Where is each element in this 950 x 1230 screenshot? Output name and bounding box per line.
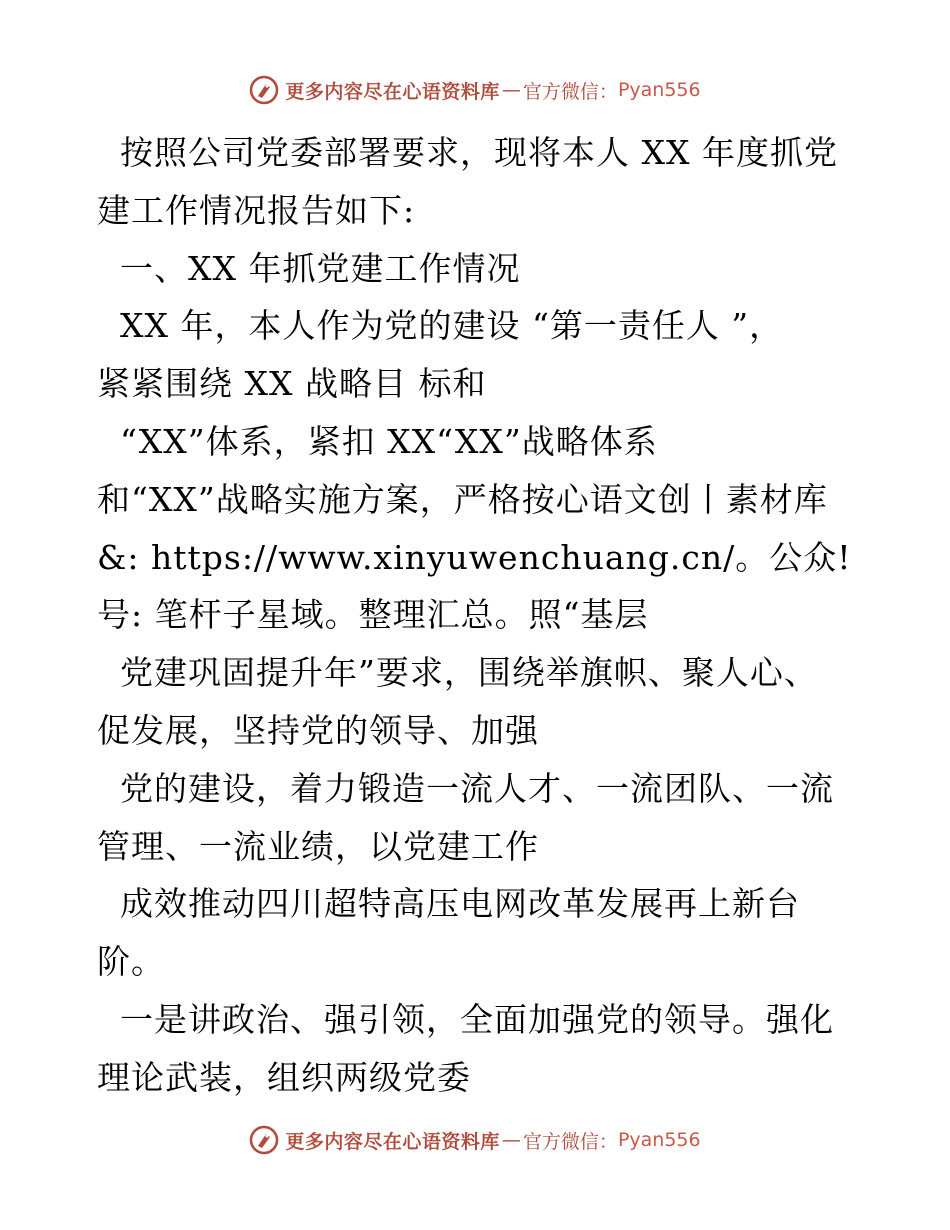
body-line: 号: 笔杆子星域。整理汇总。照“基层 bbox=[97, 595, 649, 635]
body-line: 和“XX”战略实施方案，严格按心语文创丨素材库 bbox=[97, 479, 828, 519]
watermark-dash: — bbox=[501, 79, 521, 101]
watermark-main-text: 更多内容尽在心语资料库 bbox=[285, 1130, 500, 1153]
body-line: &: https://www.xinyuwenchuang.cn/。公众! bbox=[97, 537, 852, 577]
watermark-label: 官方微信： bbox=[522, 80, 618, 103]
body-line: 阶。 bbox=[97, 942, 165, 982]
header-watermark bbox=[0, 70, 950, 110]
body-line: 促发展，坚持党的领导、加强 bbox=[97, 710, 539, 750]
watermark-dash: — bbox=[501, 1129, 521, 1151]
document-body bbox=[97, 124, 867, 1107]
pen-nib-logo-icon bbox=[249, 1125, 279, 1155]
body-line: XX 年，本人作为党的建设 “第一责任人 ”， bbox=[97, 306, 784, 346]
watermark-main-text: 更多内容尽在心语资料库 bbox=[285, 80, 500, 103]
body-line: 一是讲政治、强引领，全面加强党的领导。强化 bbox=[97, 999, 834, 1039]
watermark-wechat-id: Pyan556 bbox=[617, 1129, 701, 1151]
body-line: “XX”体系，紧扣 XX“XX”战略体系 bbox=[97, 421, 658, 461]
watermark-wechat-id: Pyan556 bbox=[617, 79, 701, 101]
body-line: 管理、一流业绩，以党建工作 bbox=[97, 826, 539, 866]
pen-nib-logo-icon bbox=[249, 75, 279, 105]
body-line: 成效推动四川超特高压电网改革发展再上新台 bbox=[97, 884, 800, 924]
footer-watermark bbox=[0, 1120, 950, 1160]
body-line: 紧紧围绕 XX 战略目 标和 bbox=[97, 364, 487, 404]
body-line: 按照公司党委部署要求，现将本人 XX 年度抓党 bbox=[97, 133, 838, 172]
body-line: 一、XX 年抓党建工作情况 bbox=[97, 248, 521, 288]
body-line: 建工作情况报告如下: bbox=[97, 190, 416, 230]
body-line: 理论武装，组织两级党委 bbox=[97, 1057, 471, 1097]
body-line: 党建巩固提升年”要求，围绕举旗帜、聚人心、 bbox=[97, 653, 818, 693]
body-line: 党的建设，着力锻造一流人才、一流团队、一流 bbox=[97, 768, 834, 808]
watermark-label: 官方微信： bbox=[522, 1130, 618, 1153]
